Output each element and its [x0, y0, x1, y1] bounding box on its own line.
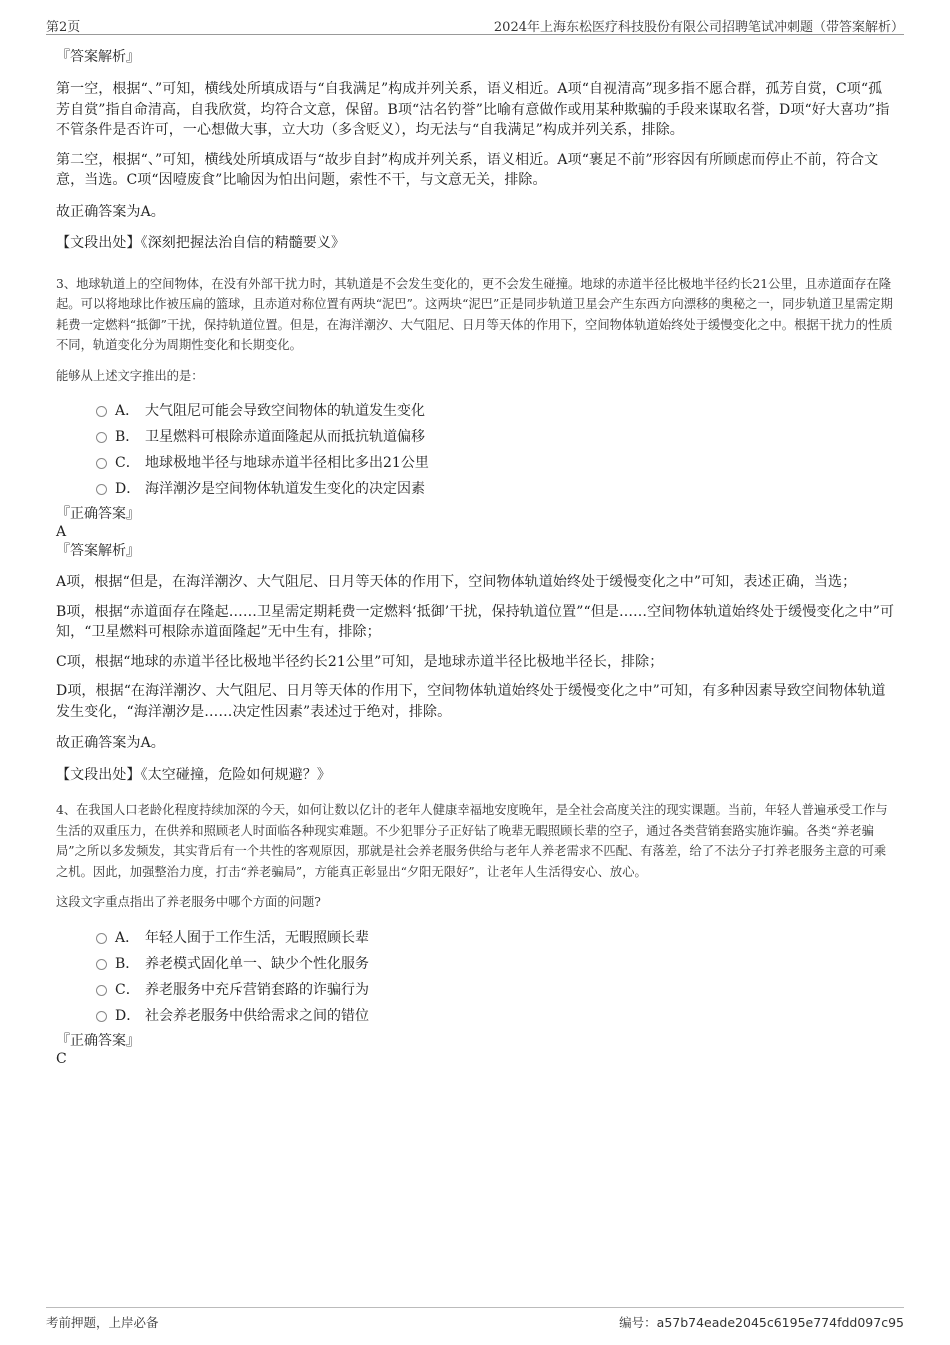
source-note: 【文段出处】《深刻把握法治自信的精髓要义》: [56, 235, 346, 251]
answer-analysis-label: 『答案解析』: [56, 543, 140, 559]
option-b[interactable]: B． 卫星燃料可根除赤道面隆起从而抵抗轨道偏移: [96, 424, 896, 450]
option-d[interactable]: D． 海洋潮汐是空间物体轨道发生变化的决定因素: [96, 476, 896, 502]
correct-answer: C: [56, 1050, 67, 1067]
answer-analysis-label: 『答案解析』: [56, 49, 140, 65]
code-label: 编号：: [619, 1315, 657, 1330]
source-note: 【文段出处】《太空碰撞，危险如何规避？》: [56, 766, 331, 783]
page-header: [46, 14, 904, 35]
analysis-paragraph: C项，根据“地球的赤道半径比极地半径约长21公里”可知，是地球赤道半径比极地半径长，排除；: [56, 653, 664, 670]
analysis-paragraph: D项，根据“在海洋潮汐、大气阻尼、日月等天体的作用下，空间物体轨道始终处于缓慢变化之中”可知，有多种因素导致空间物体轨道发生变化，“海洋潮汐是……决定性因素”表述过于绝对，排除。: [56, 683, 886, 720]
analysis-paragraph: B项，根据“赤道面存在隆起……卫星需定期耗费一定燃料‘抵御’干扰，保持轨道位置”“但是……空间物体轨道始终处于缓慢变化之中”可知，“卫星燃料可根除赤道面隆起”无中生有，排除；: [56, 603, 895, 640]
radio-icon[interactable]: [96, 933, 107, 944]
option-b[interactable]: B． 养老模式固化单一、缺少个性化服务: [96, 951, 896, 977]
option-a[interactable]: A． 大气阻尼可能会导致空间物体的轨道发生变化: [96, 398, 896, 424]
radio-icon[interactable]: [96, 1011, 107, 1022]
analysis-paragraph: 第一空，根据“、”可知，横线处所填成语与“自我满足”构成并列关系，语义相近。A项“自视清高”现多指不愿合群，孤芳自赏，C项“孤芳自赏”指自命清高，自我欣赏，均符合文意，保留。B项“沽名钓誉”比喻有意做作或用某种欺骗的手段来谋取名誉，D项“好大喜功”指不管条件是否许可，一心想做大事，立大功（多含贬义），均无法与“自我满足”构成并列关系，排除。: [56, 81, 890, 138]
analysis-paragraph: 第二空，根据“、”可知，横线处所填成语与“故步自封”构成并列关系，语义相近。A项“裹足不前”形容因有所顾虑而停止不前，符合文意，当选。C项“因噎废食”比喻因为怕出问题，索性不干，与文意无关，排除。: [56, 151, 879, 188]
options-list: [96, 398, 896, 502]
question-stem: 3、地球轨道上的空间物体，在没有外部干扰力时，其轨道是不会发生变化的，更不会发生碰撞。地球的赤道半径比极地半径约长21公里，且赤道面存在隆起。可以将地球比作被压扁的篮球，且赤道对称位置有两块“泥巴”。这两块“泥巴”正是同步轨道卫星会产生东西方向漂移的奥秘之一，同步轨道卫星需定期耗费一定燃料“抵御”干扰，保持轨道位置。但是，在海洋潮汐、大气阻尼、日月等天体的作用下，空间物体轨道始终处于缓慢变化之中。根据干扰力的性质不同，轨道变化分为周期性变化和长期变化。: [56, 276, 893, 352]
analysis-paragraph: A项，根据“但是，在海洋潮汐、大气阻尼、日月等天体的作用下，空间物体轨道始终处于缓慢变化之中”可知，表述正确，当选；: [56, 574, 857, 590]
radio-icon[interactable]: [96, 484, 107, 495]
option-d[interactable]: D． 社会养老服务中供给需求之间的错位: [96, 1003, 896, 1029]
correct-answer-label: 『正确答案』: [56, 1032, 140, 1049]
correct-answer-label: 『正确答案』: [56, 506, 140, 522]
conclusion: 故正确答案为A。: [56, 203, 165, 220]
radio-icon[interactable]: [96, 432, 107, 443]
radio-icon[interactable]: [96, 985, 107, 996]
radio-icon[interactable]: [96, 406, 107, 417]
page-number: 第2页: [46, 20, 81, 35]
option-c[interactable]: C． 地球极地半径与地球赤道半径相比多出21公里: [96, 450, 896, 476]
options-list: [96, 925, 896, 1029]
code-value: a57b74eade2045c6195e774fdd097c95: [656, 1315, 904, 1330]
question-prompt: 能够从上述文字推出的是：: [56, 368, 204, 383]
radio-icon[interactable]: [96, 458, 107, 469]
correct-answer: A: [56, 524, 67, 540]
question-stem: 4、在我国人口老龄化程度持续加深的今天，如何让数以亿计的老年人健康幸福地安度晚年，是全社会高度关注的现实课题。当前，年轻人普遍承受工作与生活的双重压力，在供养和照顾老人时面临各种现实难题。不少犯罪分子正好钻了晚辈无暇照顾长辈的空子，通过各类营销套路实施诈骗。各类“养老骗局”之所以多发频发，其实背后有一个共性的客观原因，那就是社会养老服务供给与老年人养老需求不匹配、有落差，给了不法分子打养老服务主意的可乘之机。因此，加强整治力度，打击“养老骗局”，方能真正彰显出“夕阳无限好”，让老年人生活得安心、放心。: [56, 803, 888, 879]
question-prompt: 这段文字重点指出了养老服务中哪个方面的问题?: [56, 895, 321, 909]
option-a[interactable]: A． 年轻人囿于工作生活，无暇照顾长辈: [96, 925, 896, 951]
option-c[interactable]: C． 养老服务中充斥营销套路的诈骗行为: [96, 977, 896, 1003]
conclusion: 故正确答案为A。: [56, 735, 165, 751]
document-code: [619, 1313, 904, 1331]
page-content: [56, 47, 896, 1068]
page-footer: [46, 1307, 904, 1328]
footer-slogan: 考前押题，上岸必备: [46, 1315, 159, 1330]
document-title: 2024年上海东松医疗科技股份有限公司招聘笔试冲刺题（带答案解析）: [493, 20, 904, 35]
radio-icon[interactable]: [96, 959, 107, 970]
